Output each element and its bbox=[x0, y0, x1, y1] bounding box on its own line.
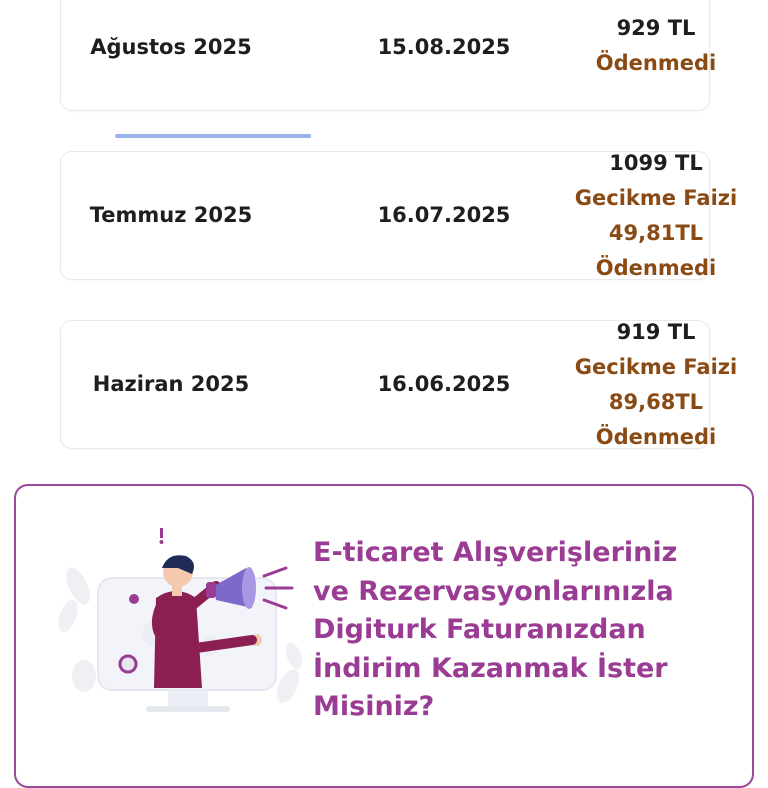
invoice-status: Ödenmedi bbox=[595, 425, 717, 449]
invoice-amount-block bbox=[521, 146, 768, 286]
ecommerce-promo-banner[interactable] bbox=[14, 484, 754, 788]
invoice-amount-block bbox=[521, 315, 768, 455]
invoice-card-july[interactable] bbox=[60, 151, 738, 280]
invoice-amount: 919 TL bbox=[616, 320, 696, 344]
late-fee-amount: 49,81TL bbox=[608, 221, 704, 245]
invoice-month: Ağustos 2025 bbox=[90, 35, 252, 59]
promo-line: E-ticaret Alışverişleriniz bbox=[313, 537, 678, 568]
promo-line: ve Rezervasyonlarınızla bbox=[313, 575, 674, 607]
megaphone-person-illustration bbox=[56, 516, 306, 716]
invoice-card-june[interactable] bbox=[60, 320, 738, 449]
promo-headline bbox=[313, 534, 743, 727]
scroll-indicator bbox=[115, 134, 311, 138]
invoice-amount: 1099 TL bbox=[609, 151, 703, 175]
promo-line: İndirim Kazanmak İster bbox=[313, 652, 668, 684]
invoice-month: Temmuz 2025 bbox=[89, 203, 253, 227]
invoice-status: Ödenmedi bbox=[595, 51, 717, 75]
late-fee-amount: 89,68TL bbox=[608, 390, 704, 414]
invoice-due-date: 16.06.2025 bbox=[377, 372, 511, 396]
invoice-due-date: 15.08.2025 bbox=[377, 35, 511, 59]
late-fee-label: Gecikme Faizi bbox=[574, 355, 738, 379]
late-fee-label: Gecikme Faizi bbox=[574, 186, 738, 210]
invoice-month: Haziran 2025 bbox=[92, 372, 250, 396]
promo-line: Misiniz? bbox=[313, 691, 435, 722]
invoice-status: Ödenmedi bbox=[595, 256, 717, 280]
invoice-due-date: 16.07.2025 bbox=[377, 203, 511, 227]
invoice-card-august[interactable] bbox=[60, 0, 717, 111]
invoice-amount-block bbox=[521, 11, 768, 81]
invoice-amount: 929 TL bbox=[616, 16, 696, 40]
promo-line: Digiturk Faturanızdan bbox=[313, 614, 646, 645]
